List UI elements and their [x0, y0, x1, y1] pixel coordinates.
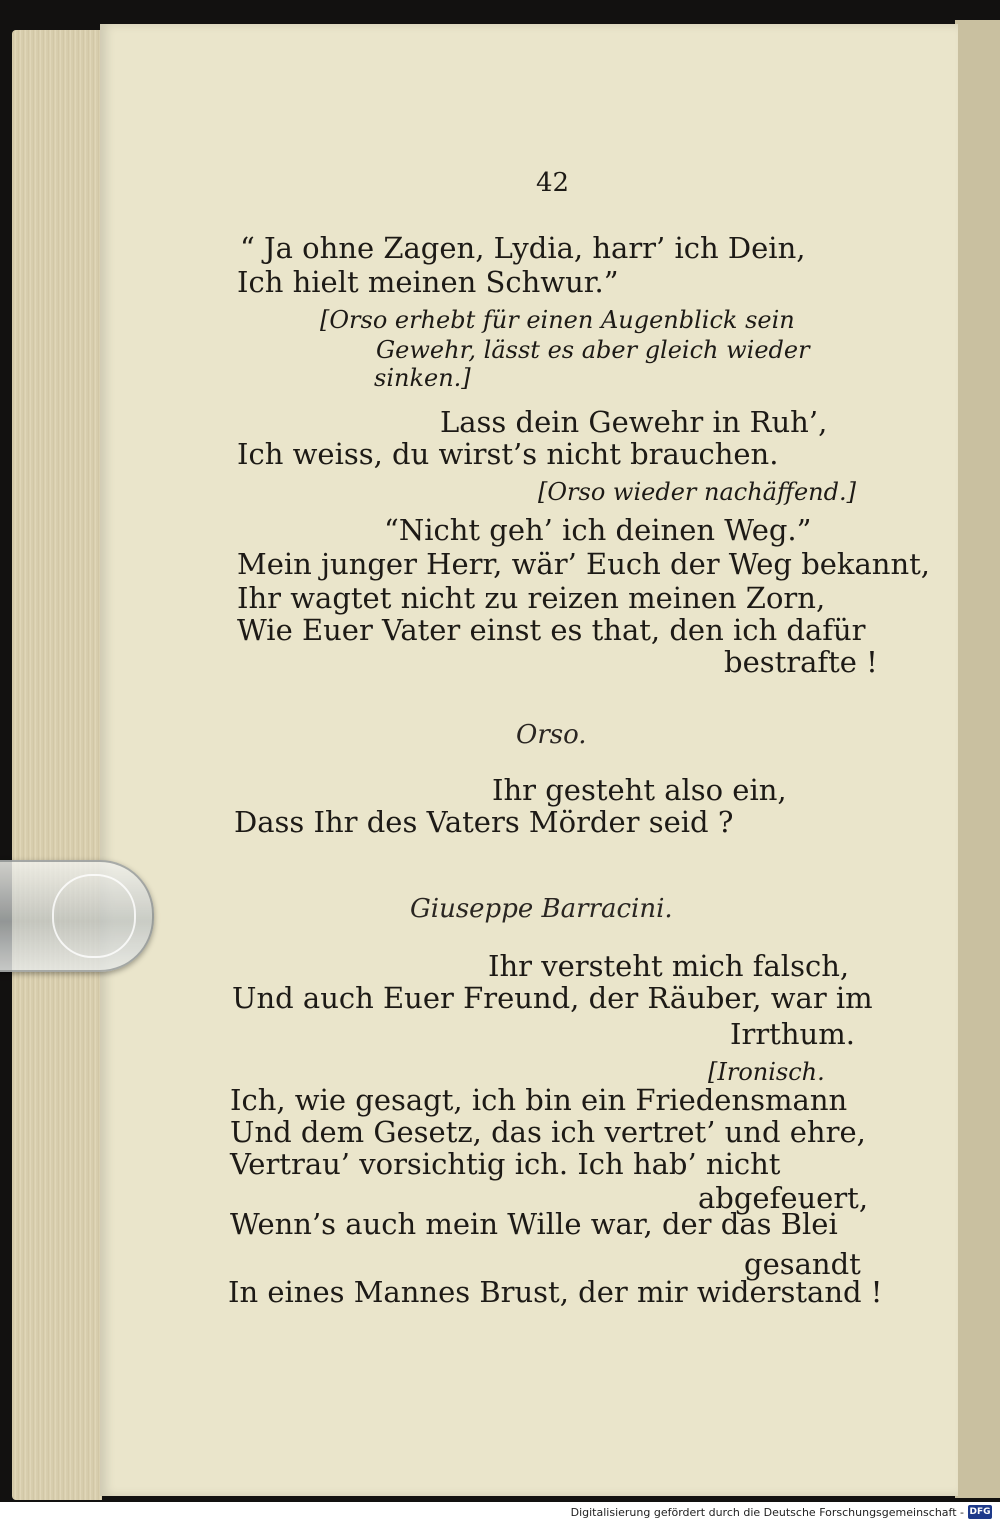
page-number: 42: [536, 168, 570, 198]
verse-line: Irrthum.: [730, 1017, 855, 1051]
stage-direction: [Orso erhebt für einen Augenblick sein: [320, 306, 795, 334]
stage-direction: Gewehr, lässt es aber gleich wieder: [376, 336, 810, 364]
verse-line: gesandt: [744, 1247, 861, 1281]
verse-line: Wenn’s auch mein Wille war, der das Blei: [230, 1207, 838, 1241]
speaker-name: Orso.: [516, 720, 587, 750]
verse-line: Ich weiss, du wirst’s nicht brauchen.: [237, 437, 779, 471]
verse-line: Dass Ihr des Vaters Mörder seid ?: [234, 805, 734, 839]
next-page-edge: [955, 20, 1000, 1498]
verse-line: Ihr versteht mich falsch,: [488, 949, 850, 983]
dfg-logo: DFG: [969, 1507, 991, 1517]
verse-line: Lass dein Gewehr in Ruh’,: [440, 405, 828, 439]
stage-direction: sinken.]: [374, 364, 471, 392]
footer-bar: [0, 1502, 1000, 1523]
verse-line: “ Ja ohne Zagen, Lydia, harr’ ich Dein,: [240, 231, 806, 265]
verse-line: Ich, wie gesagt, ich bin ein Friedensmann: [230, 1083, 848, 1117]
verse-line: Und dem Gesetz, das ich vertret’ und ehre,: [230, 1115, 866, 1149]
stage-direction: [Orso wieder nachäffend.]: [538, 478, 856, 506]
verse-line: bestrafte !: [724, 645, 878, 679]
verse-line: Wie Euer Vater einst es that, den ich dafür: [237, 613, 866, 647]
verse-line: Vertrau’ vorsichtig ich. Ich hab’ nicht: [230, 1147, 781, 1181]
plastic-page-clip: [0, 860, 154, 972]
verse-line: “Nicht geh’ ich deinen Weg.”: [384, 513, 812, 547]
verse-line: Ihr gesteht also ein,: [492, 773, 787, 807]
clip-highlight: [52, 874, 136, 958]
verse-line: Ich hielt meinen Schwur.”: [237, 265, 619, 299]
funding-note: Digitalisierung gefördert durch die Deutsche Forschungsgemeinschaft -: [570, 1506, 964, 1519]
verse-line: Ihr wagtet nicht zu reizen meinen Zorn,: [237, 581, 826, 615]
verse-line: Und auch Euer Freund, der Räuber, war im: [232, 981, 873, 1015]
verse-line: Mein junger Herr, wär’ Euch der Weg bekannt,: [237, 547, 931, 581]
page-edges: [12, 30, 102, 1500]
verse-line: abgefeuert,: [698, 1181, 869, 1215]
speaker-name: Giuseppe Barracini.: [410, 894, 673, 924]
book-page: [100, 24, 958, 1496]
verse-line: In eines Mannes Brust, der mir widerstand !: [228, 1275, 883, 1309]
stage-direction: [Ironisch.: [708, 1058, 825, 1086]
